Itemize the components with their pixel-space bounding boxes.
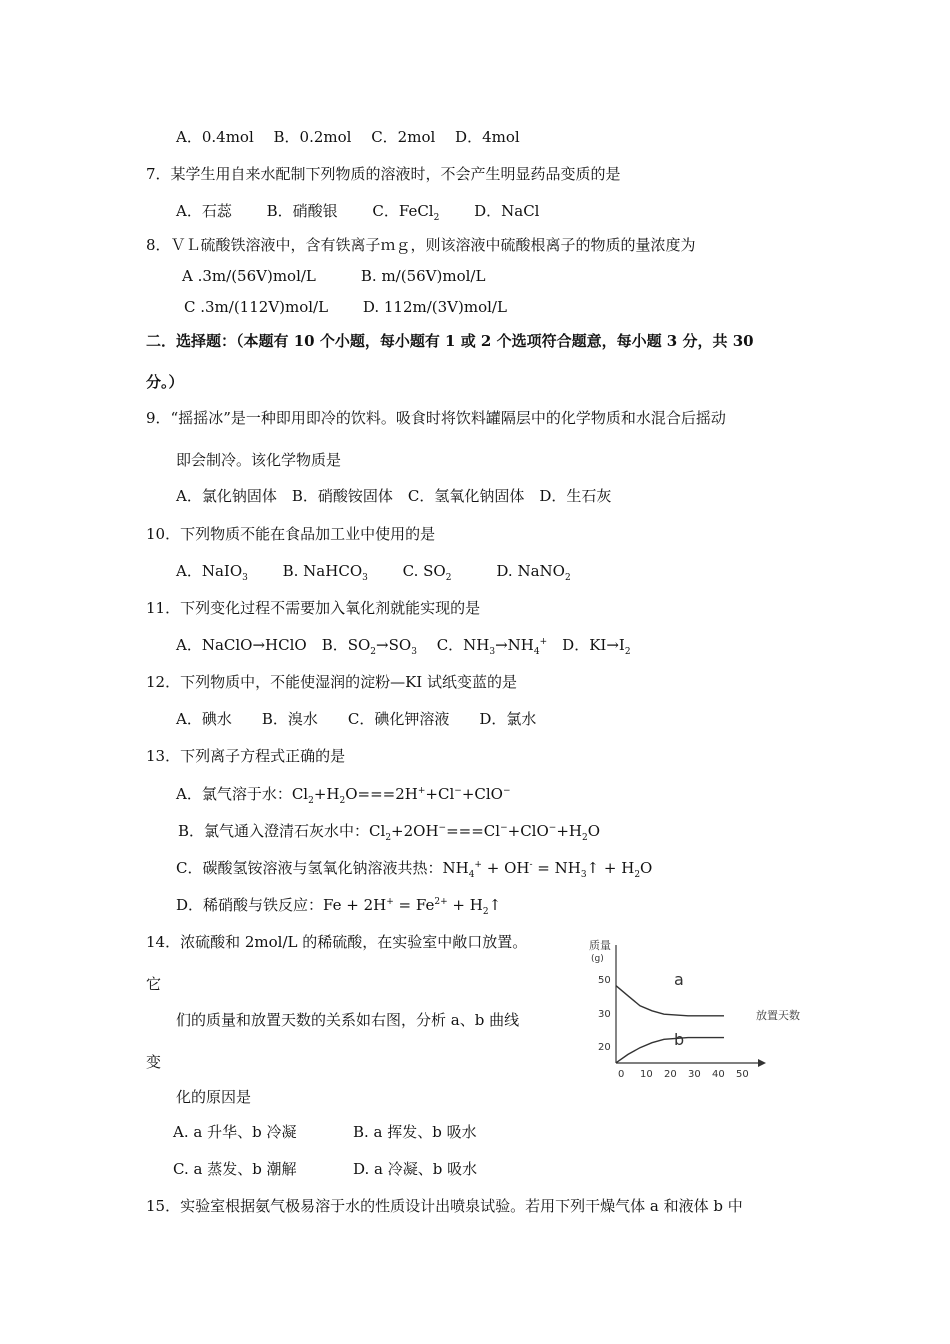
x-tick-40: 40 [712, 1069, 725, 1080]
q14-stem-frag2: 变 [146, 1053, 162, 1071]
q14-stem: 14．浓硫酸和 2mol/L 的稀硫酸，在实验室中敞口放置。 [146, 933, 528, 951]
q14-option-a: A. a 升华、b 冷凝 [173, 1123, 297, 1141]
q8-stem: 8．ＶＬ硫酸铁溶液中，含有铁离子ｍｇ，则该溶液中硫酸根离子的物质的量浓度为 [146, 236, 696, 254]
x-tick-20: 20 [664, 1069, 677, 1080]
x-axis-arrow [758, 1059, 766, 1067]
y-axis-label: 质量 [589, 939, 611, 952]
curve-a-line [616, 986, 724, 1016]
q9-options: A．氯化钠固体 B．硝酸铵固体 C．氢氧化钠固体 D．生石灰 [176, 487, 612, 505]
q14-stem-cont: 们的质量和放置天数的关系如右图，分析 a、b 曲线 [176, 1011, 520, 1029]
x-tick-10: 10 [640, 1069, 653, 1080]
q10-options: A．NaIO$_3$ B. NaHCO$_3$ C. $SO_2$ D. NaNO$_2$ [176, 562, 571, 583]
curve-b-label: b [674, 1030, 685, 1049]
q11-stem: 11．下列变化过程不需要加入氧化剂就能实现的是 [146, 599, 481, 617]
q11-options: A．NaClO→HClO B．$SO_2\to SO_3$ C．$NH_3\to NH_4^+$ D．$KI\to I_2$ [176, 636, 631, 657]
q7-stem: 7．某学生用自来水配制下列物质的溶液时，不会产生明显药品变质的是 [146, 165, 621, 183]
q12-options: A．碘水 B．溴水 C．碘化钾溶液 D．氯水 [176, 710, 537, 728]
q14-option-b: B. a 挥发、b 吸水 [353, 1123, 477, 1141]
q9-stem: 9．“摇摇冰”是一种即用即冷的饮料。吸食时将饮料罐隔层中的化学物质和水混合后摇动 [146, 409, 726, 427]
y-tick-20: 20 [598, 1042, 611, 1053]
q7-options: A．石蕊 B．硝酸银 C．FeCl$_2$ D．NaCl [176, 202, 540, 223]
mass-vs-days-graph [588, 935, 813, 1080]
q13-option-a: A．氯气溶于水：$Cl_2+H_2O===2H^++Cl^-+ClO^-$ [176, 785, 511, 806]
section-2-heading-cont: 分。） [146, 373, 184, 391]
curve-a-label: a [674, 970, 684, 989]
q13-option-d: D．稀硝酸与铁反应：$Fe + 2H^+ = Fe^{2+}$ + $H_2↑$ [176, 896, 502, 917]
q8-options-ab: A .3m/(56V)mol/L B. m/(56V)mol/L [182, 267, 486, 285]
q13-stem: 13．下列离子方程式正确的是 [146, 747, 346, 765]
curve-b-line [616, 1038, 724, 1063]
q14-option-d: D. a 冷凝、b 吸水 [353, 1160, 478, 1178]
q8-options-cd: C .3m/(112V)mol/L D. 112m/(3V)mol/L [184, 298, 507, 316]
q14-stem-end: 化的原因是 [176, 1088, 252, 1106]
q15-stem: 15．实验室根据氨气极易溶于水的性质设计出喷泉试验。若用下列干燥气体 a 和液体 b 中 [146, 1197, 743, 1215]
q14-option-c: C. a 蒸发、b 潮解 [173, 1160, 297, 1178]
x-tick-30: 30 [688, 1069, 701, 1080]
y-tick-50: 50 [598, 975, 611, 986]
x-tick-0: 0 [618, 1069, 625, 1080]
q9-stem-cont: 即会制冷。该化学物质是 [176, 451, 342, 469]
q14-stem-frag1: 它 [146, 975, 162, 993]
q10-stem: 10．下列物质不能在食品加工业中使用的是 [146, 525, 436, 543]
q13-option-b: B．氯气通入澄清石灰水中：$Cl_2+2OH^-===Cl^-+ClO^-+H_2O$ [178, 822, 601, 843]
y-tick-30: 30 [598, 1009, 611, 1020]
x-axis-label: 放置天数 [756, 1009, 800, 1022]
q13-option-c: C．碳酸氢铵溶液与氢氧化钠溶液共热：$NH_4^+ + OH^-$ = $NH_3↑ + H_2O$ [176, 859, 653, 880]
x-tick-50: 50 [736, 1069, 749, 1080]
q12-stem: 12．下列物质中，不能使湿润的淀粉—KI 试纸变蓝的是 [146, 673, 517, 691]
q6-options: A．0.4mol B．0.2mol C．2mol D．4mol [176, 128, 520, 146]
section-2-heading: 二．选择题：（本题有 10 个小题，每小题有 1 或 2 个选项符合题意，每小题 3 分，共 30 [146, 332, 754, 350]
y-axis-unit: (g) [591, 954, 604, 964]
